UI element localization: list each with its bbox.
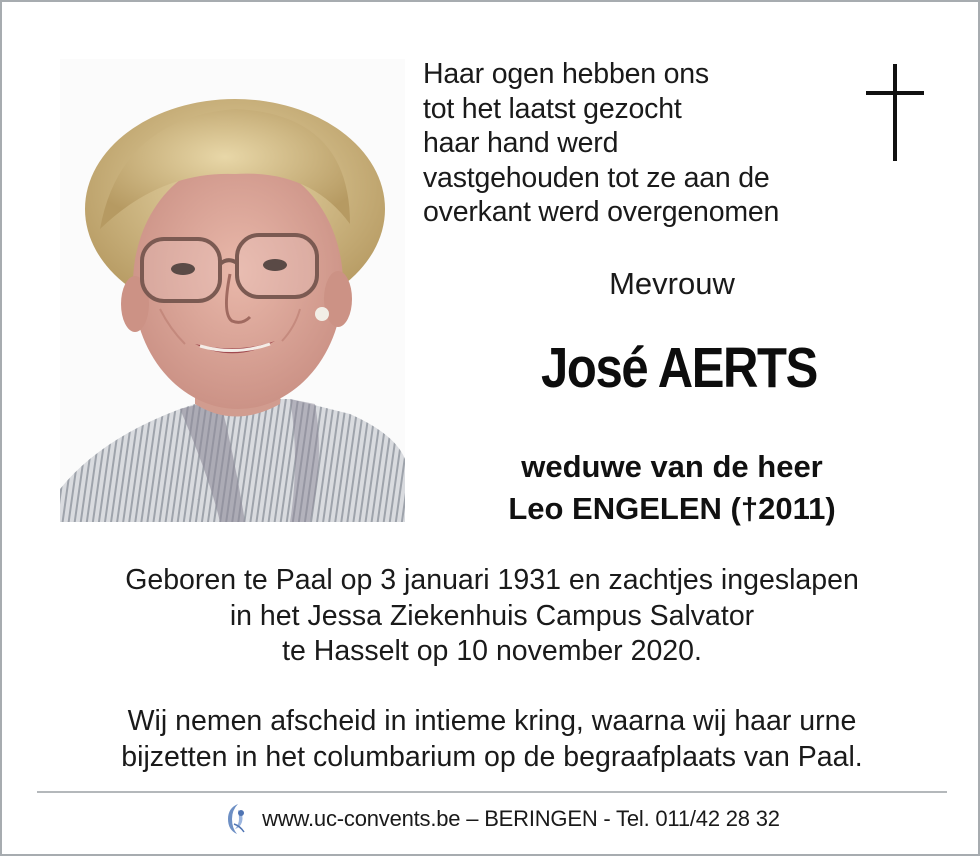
portrait-photo bbox=[60, 59, 405, 522]
poem-verse bbox=[423, 57, 779, 230]
farewell-notice bbox=[42, 704, 942, 775]
poem-line: Haar ogen hebben ons bbox=[423, 58, 709, 90]
footer-contact: www.uc-convents.be – BERINGEN - Tel. 011/42 28 32 bbox=[262, 806, 780, 831]
funeral-home-logo-icon bbox=[224, 802, 250, 836]
detail-line: Geboren te Paal op 3 januari 1931 en zachtjes ingeslapen bbox=[125, 564, 859, 596]
poem-line: haar hand werd bbox=[423, 127, 619, 160]
birth-death-details bbox=[42, 563, 942, 670]
widow-line: weduwe van de heer bbox=[521, 449, 823, 484]
detail-line: in het Jessa Ziekenhuis Campus Salvator bbox=[229, 599, 755, 632]
footer-divider bbox=[37, 791, 947, 793]
widow-statement bbox=[462, 446, 882, 530]
honorific: Mevrouw bbox=[609, 266, 735, 301]
detail-line: te Hasselt op 10 november 2020. bbox=[282, 635, 702, 667]
poem-line: overkant werd overgenomen bbox=[423, 196, 780, 229]
poem-line: tot het laatst gezocht bbox=[423, 92, 682, 125]
farewell-line: bijzetten in het columbarium op de begraafplaats van Paal. bbox=[121, 740, 863, 773]
poem-line: vastgehouden tot ze aan de bbox=[423, 161, 770, 194]
footer bbox=[162, 799, 842, 839]
farewell-line: Wij nemen afscheid in intieme kring, waarna wij haar urne bbox=[127, 705, 857, 737]
deceased-name: José AERTS bbox=[541, 336, 817, 400]
latin-cross-icon bbox=[866, 64, 924, 161]
spouse-name: Leo ENGELEN (†2011) bbox=[508, 491, 836, 526]
